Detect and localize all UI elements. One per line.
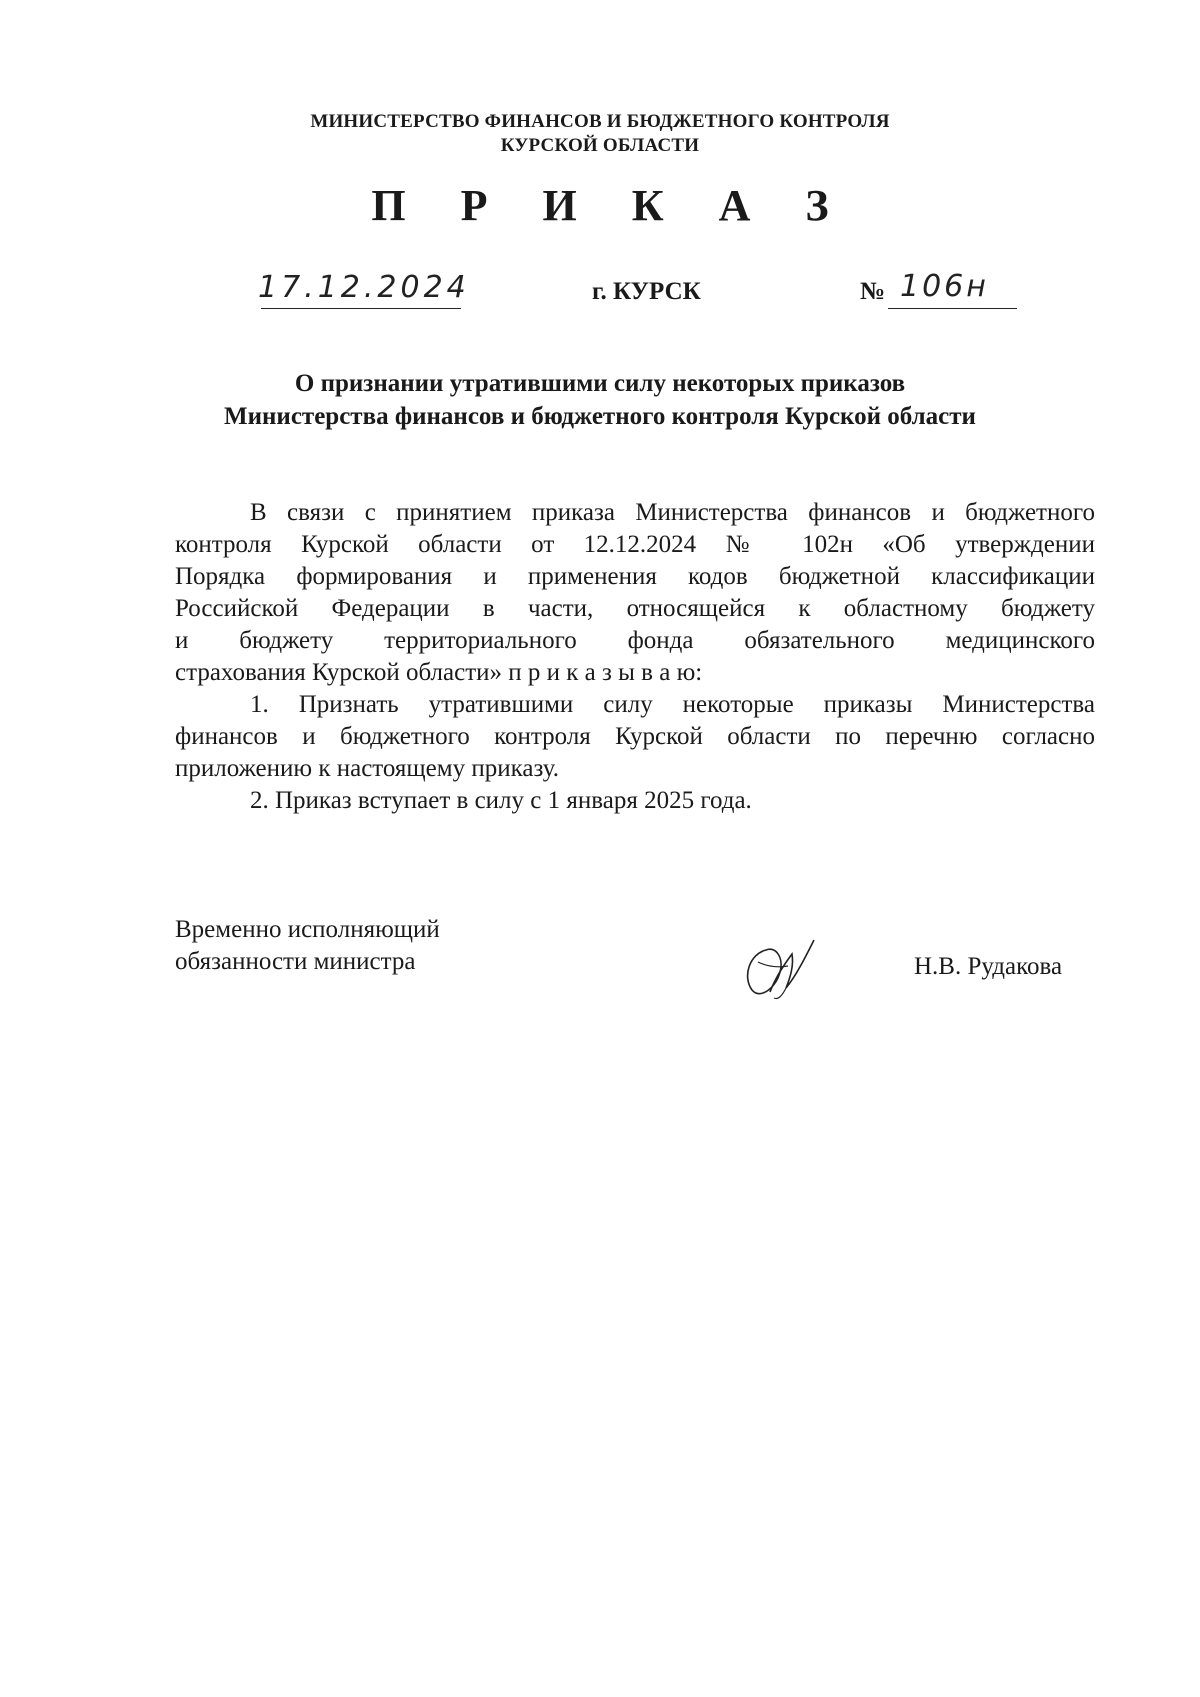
number-sign: № <box>860 278 886 305</box>
ministry-name-line1: МИНИСТЕРСТВО ФИНАНСОВ И БЮДЖЕТНОГО КОНТРОЛЯ <box>310 111 890 132</box>
body-line: страхования Курской области» п р и к а з ы в а ю: <box>175 659 703 686</box>
subject-line2: Министерства финансов и бюджетного контроля Курской области <box>224 403 976 430</box>
signatory-name: Н.В. Рудакова <box>914 953 1063 980</box>
order-date: 17.12.2024 <box>258 270 470 305</box>
subject-line1: О признании утратившими силу некоторых приказов <box>294 370 906 397</box>
signatory-position-line1: Временно исполняющий <box>175 916 440 943</box>
body-line: финансов и бюджетного контроля Курской области по перечню согласно <box>175 723 1095 750</box>
ministry-name-line2: КУРСКОЙ ОБЛАСТИ <box>500 135 700 156</box>
body-line: приложению к настоящему приказу. <box>175 755 560 782</box>
signatory-position-line2: обязанности министра <box>175 948 416 975</box>
handwritten-signature <box>736 932 826 1002</box>
body-line: Российской Федерации в части, относящейся к областному бюджету <box>175 595 1095 622</box>
order-number: 106н <box>900 269 989 304</box>
body-line: Порядка формирования и применения кодов бюджетной классификации <box>175 563 1095 590</box>
body-line: контроля Курской области от 12.12.2024 № 102н «Об утверждении <box>175 531 1095 558</box>
body-line: 2. Приказ вступает в силу с 1 января 2025 года. <box>250 787 752 814</box>
body-line: В связи с принятием приказа Министерства финансов и бюджетного <box>250 499 1095 526</box>
document-title: П Р И К А З <box>371 181 851 230</box>
body-line: и бюджету территориального фонда обязательного медицинского <box>175 627 1095 654</box>
city: г. КУРСК <box>592 278 701 305</box>
number-underline <box>888 308 1017 309</box>
body-line: 1. Признать утратившими силу некоторые приказы Министерства <box>250 691 1095 718</box>
date-underline <box>261 308 461 309</box>
